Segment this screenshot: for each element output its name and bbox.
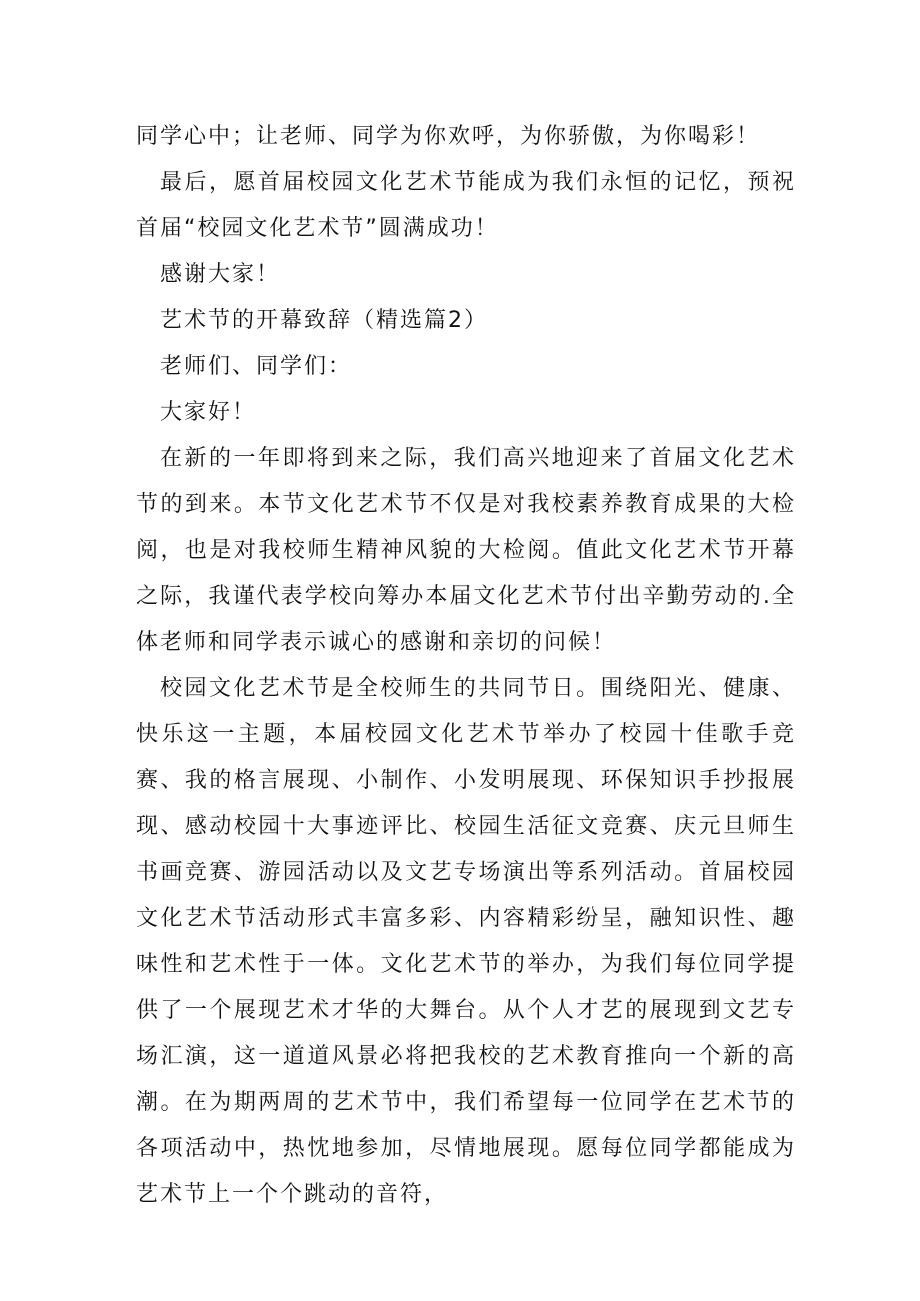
salutation: 老师们、同学们：: [160, 354, 353, 379]
paragraph-festival-details: 校园文化艺术节是全校师生的共同节日。围绕阳光、健康、快乐这一主题，本届校园文化艺术节举办了校园十佳歌手竞赛、我的格言展现、小制作、小发明展现、环保知识手抄报展现、感动校园十大事迹评比、校园生活征文竞赛、庆元旦师生书画竞赛、游园活动以及文艺专场演出等系列活动。首届校园文化艺术节活动形式丰富多彩、内容精彩纷呈，融知识性、趣味性和艺术性于一体。文化艺术节的举办，为我们每位同学提供了一个展现艺术才华的大舞台。从个人才艺的展现到文艺专场汇演，这一道道风景必将把我校的艺术教育推向一个新的高潮。在为期两周的艺术节中，我们希望每一位同学在艺术节的各项活动中，热忱地参加，尽情地展现。愿每位同学都能成为艺术节上一个个跳动的音符，: [136, 676, 796, 1207]
paragraph-thanks: 感谢大家！: [160, 262, 281, 287]
document-body: [136, 114, 796, 1218]
greeting: 大家好！: [160, 400, 257, 425]
paragraph-continuation: 同学心中；让老师、同学为你欢呼，为你骄傲，为你喝彩！: [136, 124, 761, 149]
paragraph-intro: 在新的一年即将到来之际，我们高兴地迎来了首届文化艺术节的到来。本节文化艺术节不仅是对我校素养教育成果的大检阅，也是对我校师生精神风貌的大检阅。值此文化艺术节开幕之际，我谨代表学校向筹办本届文化艺术节付出辛勤劳动的.全体老师和同学表示诚心的感谢和亲切的问候！: [136, 446, 796, 655]
paragraph-closing-wish: 最后，愿首届校园文化艺术节能成为我们永恒的记忆，预祝首届“校园文化艺术节”圆满成功！: [136, 170, 796, 241]
section-heading: 艺术节的开幕致辞（精选篇2）: [160, 308, 488, 333]
